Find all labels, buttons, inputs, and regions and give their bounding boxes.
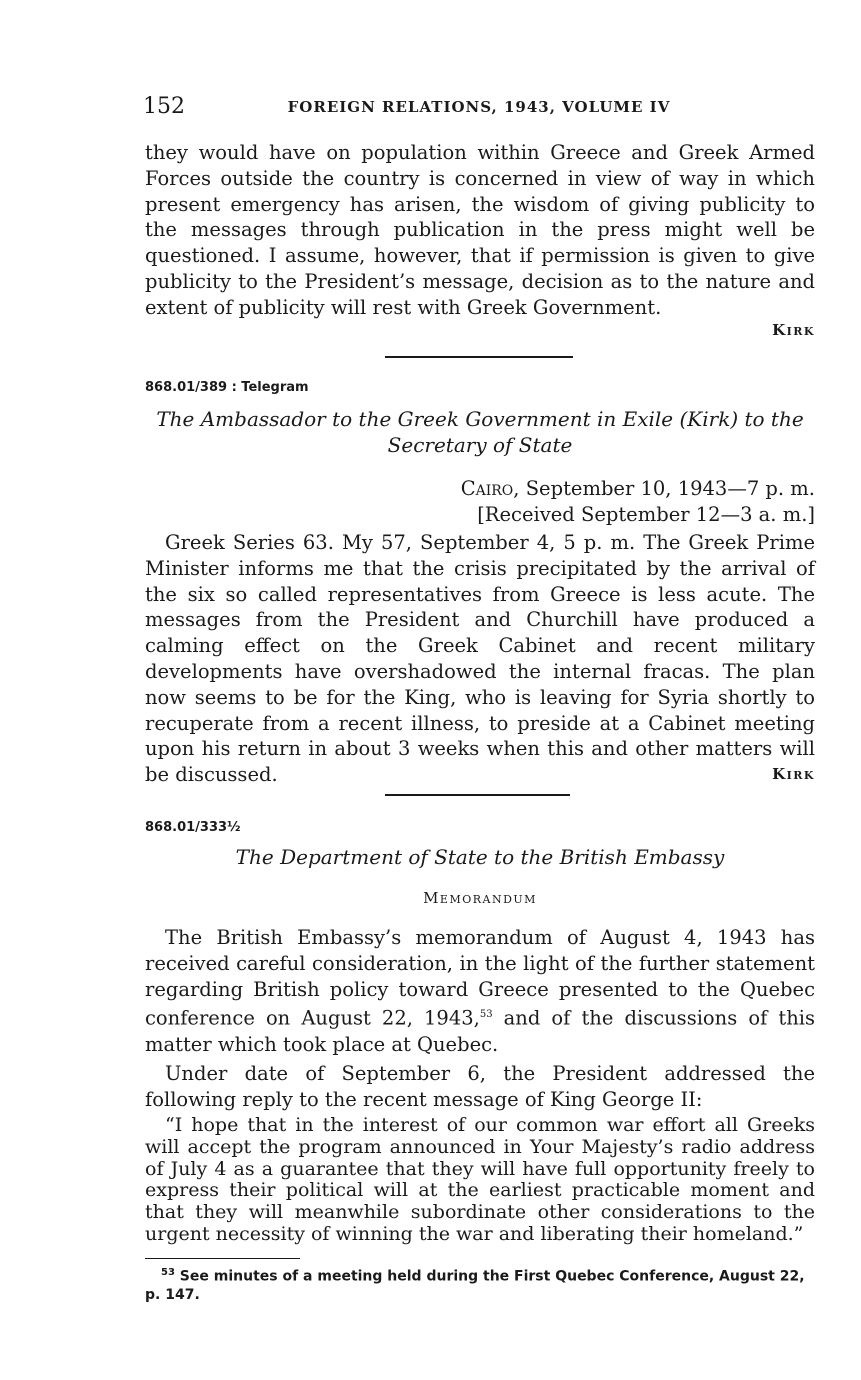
file-number-telegram: 868.01/389 : Telegram	[145, 380, 309, 395]
document-title-telegram: The Ambassador to the Greek Government in Exile (Kirk) to the Secretary of State	[156, 407, 804, 457]
presidential-quote: “I hope that in the interest of our common war effort all Greeks will accept the program announced in Your Majesty’s radio address of July 4 as a guarantee that they will have full opportunity freely to express their political will at the earliest practicable moment and that they will meanwhile subordinate other considerations to the urgent necessity of winning the war and liberating their homeland.”	[145, 1114, 815, 1245]
memorandum-body	[145, 925, 815, 1113]
running-head: FOREIGN RELATIONS, 1943, VOLUME IV	[287, 98, 671, 116]
dateline-sent: Cairo, September 10, 1943—7 p. m.	[460, 477, 815, 500]
page-number: 152	[143, 94, 185, 119]
footnote-53: $^{53}$ See minutes of a meeting held during the First Quebec Conference, August 22, p. 147.	[145, 1267, 805, 1303]
signature-kirk-2: Kirk	[772, 765, 815, 783]
memorandum-heading: Memorandum	[423, 889, 537, 907]
dateline	[461, 476, 815, 528]
footnote-ref-53: 53	[479, 1009, 493, 1021]
document-title-memorandum: The Department of State to the British Embassy	[235, 845, 725, 869]
footnote-divider	[145, 1258, 300, 1259]
telegram-body: Greek Series 63. My 57, September 4, 5 p. m. The Greek Prime Minister informs me that the crisis precipitated by the arrival of the six so called representatives from Greece is less acute. The messages from the President and Churchill have produced a calming effect on the Greek Cabinet and recent military developments have overshadowed the internal fracas. The plan now seems to be for the King, who is leaving for Syria shortly to recuperate from a recent illness, to preside at a Cabinet meeting upon his return in about 3 weeks when this and other matters will be discussed.	[145, 531, 815, 787]
page-header	[143, 94, 815, 124]
memorandum-paragraph-1: The British Embassy’s memorandum of August 4, 1943 has received careful consideration, in the light of the further statement regarding British policy toward Greece presented to the Quebec conference on August 22, 1943,53 and of the discussions of this matter which took place at Quebec.	[145, 926, 815, 1056]
memorandum-paragraph-2: Under date of September 6, the President addressed the following reply to the recent message of King George II:	[145, 1062, 815, 1112]
dateline-received: [Received September 12—3 a. m.]	[477, 502, 815, 526]
section-divider-1	[385, 356, 573, 358]
signature-kirk-1: Kirk	[772, 321, 815, 339]
section-divider-2	[385, 794, 570, 796]
file-number-memorandum: 868.01/333½	[145, 820, 241, 835]
continuation-paragraph: they would have on population within Greece and Greek Armed Forces outside the country is concerned in view of way in which present emergency has arisen, the wisdom of giving publicity to the messages through publication in the press might well be questioned. I assume, however, that if permission is given to give publicity to the President’s message, decision as to the nature and extent of publicity will rest with Greek Government.	[145, 141, 815, 319]
